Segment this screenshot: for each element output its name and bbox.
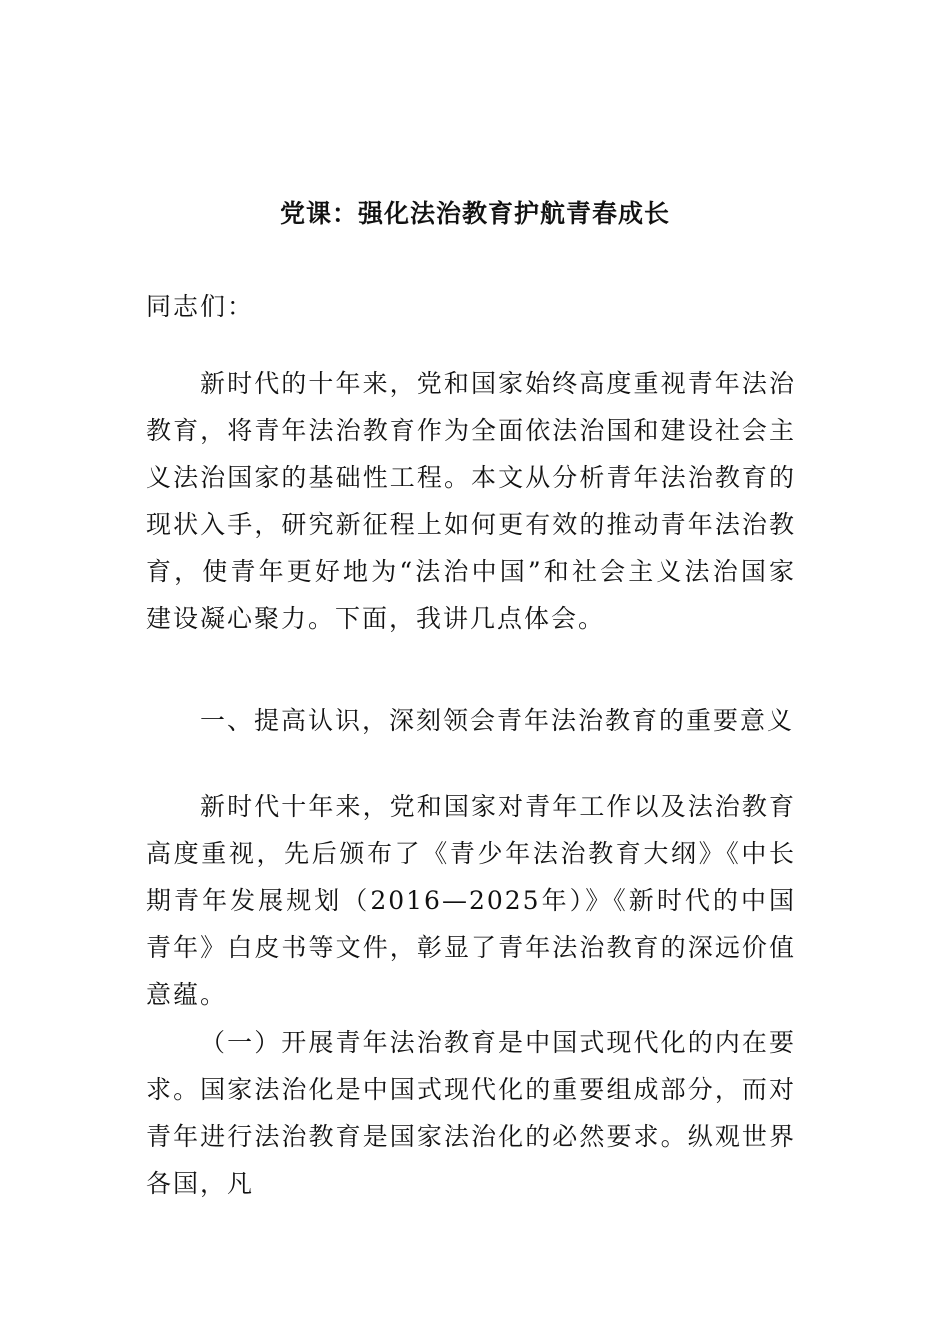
document-title: 党课：强化法治教育护航青春成长: [279, 199, 670, 228]
paragraph-2: 新时代十年来，党和国家对青年工作以及法治教育高度重视，先后颁布了《青少年法治教育大纲》《中长期青年发展规划（2016—2025年）》《新时代的中国青年》白皮书等文件，彰显了青年法治教育的深远价值意蕴。: [146, 792, 796, 1009]
paragraph-intro: 新时代的十年来，党和国家始终高度重视青年法治教育，将青年法治教育作为全面依法治国和建设社会主义法治国家的基础性工程。本文从分析青年法治教育的现状入手，研究新征程上如何更有效的推动青年法治教育，使青年更好地为“法治中国”和社会主义法治国家建设凝心聚力。下面，我讲几点体会。: [146, 369, 796, 633]
paragraph-3: （一）开展青年法治教育是中国式现代化的内在要求。国家法治化是中国式现代化的重要组成部分，而对青年进行法治教育是国家法治化的必然要求。纵观世界各国，凡: [146, 1028, 796, 1198]
section-heading-1: 一、提高认识，深刻领会青年法治教育的重要意义: [200, 706, 795, 735]
salutation: 同志们：: [146, 292, 255, 321]
